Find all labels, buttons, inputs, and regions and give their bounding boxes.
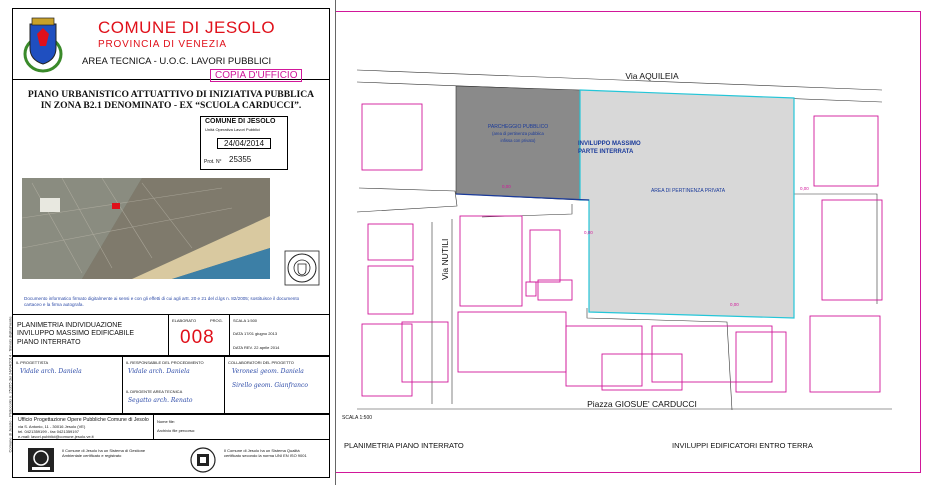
caption-left: PLANIMETRIA PIANO INTERRATO — [344, 441, 464, 450]
building — [566, 326, 642, 386]
street-nutili: Via NUTILI — [440, 238, 450, 280]
office-line: Ufficio Progettazione Opere Pubbliche Comune di Jesolo — [18, 417, 149, 423]
building — [460, 216, 522, 306]
file-name-label: Nome file: — [157, 419, 176, 424]
protocol-date: 24/04/2014 — [217, 138, 271, 149]
municipality-name: COMUNE DI JESOLO — [98, 18, 276, 37]
file-path-label: Archivio file percorso: — [157, 428, 196, 433]
site-plan — [352, 54, 897, 414]
caption-right: INVILUPPI EDIFICATORI ENTRO TERRA — [672, 441, 813, 450]
manager-label: IL RESPONSABILE DEL PROCEDIMENTO — [126, 360, 204, 365]
number-divider-2 — [229, 314, 230, 356]
street-line — [357, 70, 882, 90]
building — [458, 312, 566, 372]
drawing-date: DATA 17/01 giugno 2013 — [233, 331, 278, 336]
designer-label: IL PROGETTISTA — [16, 360, 49, 365]
protocol-number: 25355 — [229, 155, 252, 164]
roles-divider-2 — [224, 356, 225, 414]
aerial-photo — [22, 178, 270, 279]
parking-area — [456, 86, 580, 200]
elaborato-label: ELABORATO — [172, 318, 197, 323]
director-label: IL DIRIGENTE AREA TECNICA — [126, 389, 183, 394]
building — [368, 224, 413, 260]
roles-divider-1 — [122, 356, 123, 414]
digital-signature-note: Documento informatico firmato digitalmente ai sensi e con gli effetti di cui agli artt. 20 e 21 del d.lgs n. 82/2005; sostituisce il documento cartaceo e la firma autografa. — [24, 296, 300, 307]
protocol-label: Prot. N° — [204, 159, 222, 165]
protocol-unit: Unità Operativa Lavori Pubblici — [205, 127, 260, 132]
parking-label-2: (area di pertinenza pubblica — [492, 131, 544, 136]
project-title-line1: PIANO URBANISTICO ATTUATTIVO DI INIZIATIVA PUBBLICA — [27, 89, 315, 100]
department-name: AREA TECNICA - U.O.C. LAVORI PUBBLICI — [82, 56, 272, 67]
office-divider — [153, 414, 154, 440]
office-address-2: tel. 0421359199 - fax 0421359197 — [18, 429, 79, 434]
province-name: PROVINCIA DI VENEZIA — [98, 39, 227, 50]
right-rule — [920, 11, 921, 473]
plan-scale: SCALA 1:500 — [342, 415, 373, 421]
collaborator-1: Veronesi geom. Daniela — [232, 368, 304, 375]
top-rule — [336, 11, 921, 12]
lot-boundary — [357, 188, 457, 212]
collaborators-label: COLLABORATORI DEL PROGETTO — [228, 360, 294, 365]
prog-label: PROG. — [210, 318, 223, 323]
lot-boundary — [792, 194, 877, 304]
coat-of-arms-icon — [20, 14, 66, 74]
building — [530, 230, 560, 282]
building — [402, 322, 448, 382]
project-title-line2: IN ZONA B2.1 DENOMINATO - EX “SCUOLA CARDUCCI”. — [40, 100, 302, 111]
drawing-number: 008 — [180, 327, 215, 348]
building — [810, 316, 880, 392]
iso-logo-icon — [188, 446, 218, 474]
cert-text-env: Il Comune di Jesolo ha un Sistema di Gestione Ambientale certificato e registrato — [62, 448, 146, 458]
building — [362, 324, 412, 396]
street-carducci: Piazza GIOSUE' CARDUCCI — [587, 399, 697, 409]
building — [538, 280, 572, 300]
building — [526, 282, 536, 296]
envelope-label: INVILUPPO MASSIMO — [578, 141, 641, 147]
side-protocol-text: Comune di Jesolo - Protocollo n. 25355 del 24/04/2014 - firmato digitalmente — [7, 316, 13, 453]
drawing-title-line3: PIANO INTERRATO — [17, 338, 81, 346]
lot-boundary — [482, 204, 572, 217]
building — [822, 200, 882, 300]
drawing-scale: SCALA 1:500 — [233, 318, 258, 323]
private-area-label: AREA DI PERTINENZA PRIVATA — [650, 188, 726, 194]
drawing-title — [17, 322, 134, 347]
envelope-label-2: PARTE INTERRATA — [578, 149, 634, 155]
elevation-mark-3: 0,00 — [800, 186, 809, 191]
drawing-title-line2: INVILUPPO MASSIMO EDIFICABILE — [17, 330, 135, 338]
elevation-mark-2: 0,00 — [584, 230, 593, 235]
number-divider — [168, 314, 169, 356]
official-seal-icon — [284, 250, 320, 286]
office-address-3: e-mail: lavori.pubblici@comune.jesolo.ve.it — [18, 434, 94, 439]
cert-text-quality: Il Comune di Jesolo ha un Sistema Qualità certificato secondo la norma UNI EN ISO 9001 — [224, 448, 307, 458]
street-aquileia: Via AQUILEIA — [625, 71, 679, 81]
building — [368, 266, 413, 314]
sheet-divider — [335, 0, 336, 485]
protocol-office: COMUNE DI JESOLO — [205, 118, 276, 125]
bottom-rule — [336, 472, 921, 473]
lot-boundary — [587, 308, 732, 410]
building — [814, 116, 878, 186]
drawing-date-rev: DATA REV. 22 aprile 2014 — [233, 345, 280, 350]
director-name: Segatto arch. Renato — [128, 397, 193, 404]
emas-logo-icon — [26, 446, 56, 474]
copy-stamp: COPIA D'UFFICIO — [210, 69, 302, 82]
office-address-1: via S. Antonio, 11 - 30016 Jesolo (VE) — [18, 424, 86, 429]
designer-name: Vidale arch. Daniela — [20, 368, 82, 375]
elevation-mark: 0,00 — [502, 184, 511, 189]
building — [736, 332, 786, 392]
parking-label: PARCHEGGIO PUBBLICO — [487, 124, 549, 130]
underground-envelope — [580, 90, 794, 318]
collaborator-2: Sirello geom. Gianfranco — [232, 382, 308, 389]
drawing-title-line1: PLANIMETRIA INDIVIDUAZIONE — [17, 322, 123, 329]
protocol-stamp — [200, 116, 288, 170]
manager-name: Vidale arch. Daniela — [128, 368, 190, 375]
parking-label-3: infissa con privato) — [500, 138, 536, 143]
elevation-mark-4: 0,00 — [730, 302, 739, 307]
building — [362, 104, 422, 170]
